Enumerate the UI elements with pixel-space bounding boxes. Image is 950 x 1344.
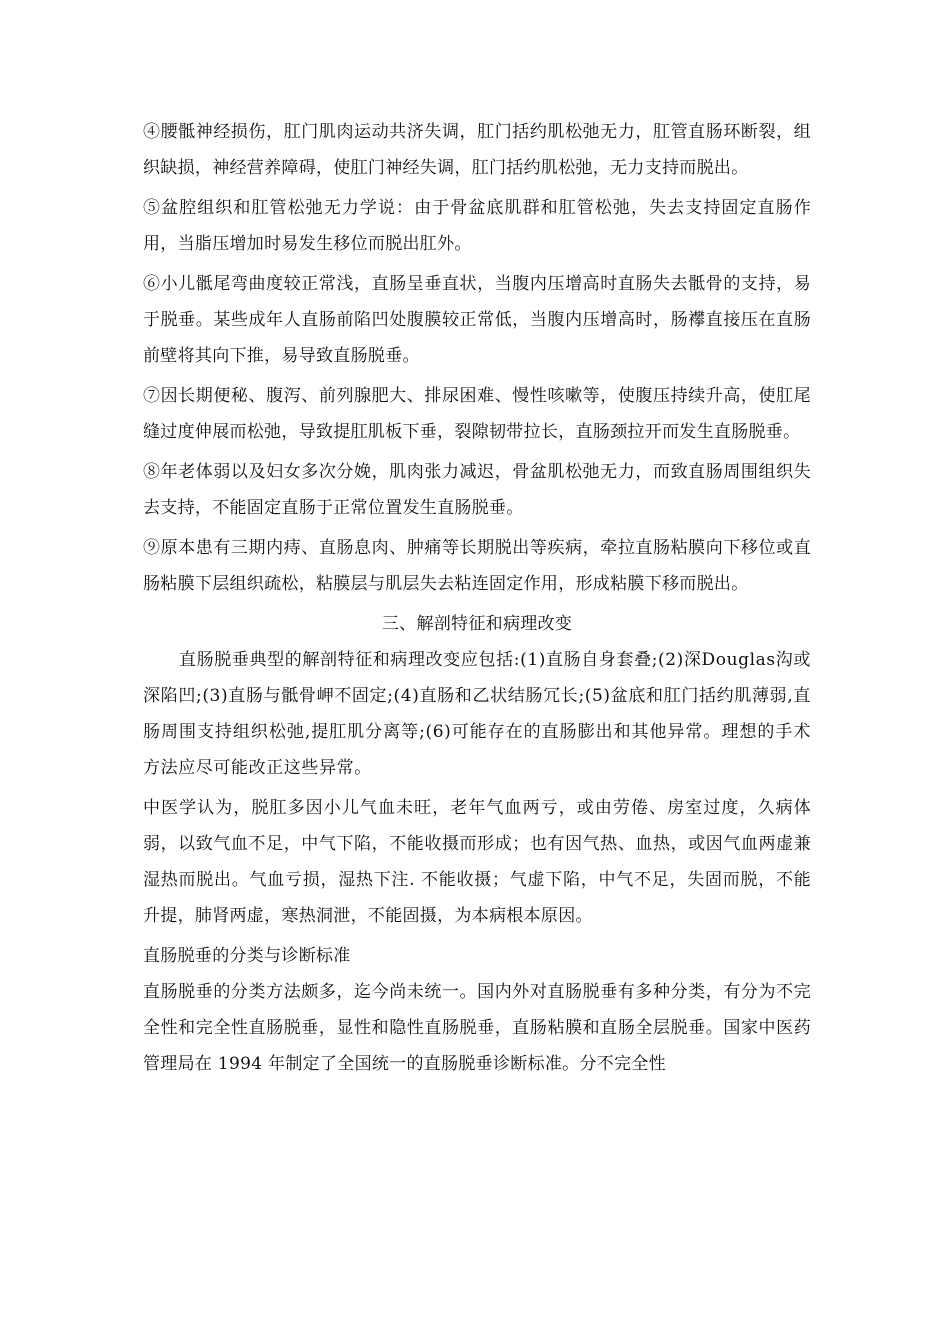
paragraph-cause-9: ⑨原本患有三期内痔、直肠息肉、肿痛等长期脱出等疾病，牵拉直肠粘膜向下移位或直肠粘膜下层组织疏松，粘膜层与肌层失去粘连固定作用，形成粘膜下移而脱出。 bbox=[143, 538, 811, 594]
paragraph-anatomy: 直肠脱垂典型的解剖特征和病理改变应包括:(1)直肠自身套叠;(2)深Douglas沟或深陷凹;(3)直肠与骶骨岬不固定;(4)直肠和乙状结肠冗长;(5)盆底和肛门括约肌薄弱,直肠周围支持组织松弛,提肛肌分离等;(6)可能存在的直肠膨出和其他异常。理想的手术方法应尽可能改正这些异常。 bbox=[143, 650, 811, 778]
paragraph-cause-6: ⑥小儿骶尾弯曲度较正常浅，直肠呈垂直状，当腹内压增高时直肠失去骶骨的支持，易于脱垂。某些成年人直肠前陷凹处腹膜较正常低，当腹内压增高时，肠襻直接压在直肠前壁将其向下推，易导致直肠脱垂。 bbox=[143, 274, 811, 366]
paragraph-tcm: 中医学认为，脱肛多因小儿气血未旺，老年气血两亏，或由劳倦、房室过度，久病体弱，以致气血不足，中气下陷，不能收摄而形成；也有因气热、血热，或因气血两虚兼湿热而脱出。气血亏损，湿热下注. 不能收摄；气虚下陷，中气不足，失固而脱，不能升提，肺肾两虚，寒热洞泄，不能固摄，为本病根本原因。 bbox=[143, 798, 811, 926]
paragraph-classification: 直肠脱垂的分类方法颇多，迄今尚未统一。国内外对直肠脱垂有多种分类，有分为不完全性和完全性直肠脱垂，显性和隐性直肠脱垂，直肠粘膜和直肠全层脱垂。国家中医药管理局在 1994 年制定了全国统一的直肠脱垂诊断标准。分不完全性 bbox=[143, 982, 811, 1074]
paragraph-cause-8: ⑧年老体弱以及妇女多次分娩，肌肉张力减迟，骨盆肌松弛无力，而致直肠周围组织失去支持，不能固定直肠于正常位置发生直肠脱垂。 bbox=[143, 462, 811, 518]
section-heading: 三、解剖特征和病理改变 bbox=[381, 614, 573, 634]
paragraph-cause-7: ⑦因长期便秘、腹泻、前列腺肥大、排尿困难、慢性咳嗽等，使腹压持续升高，使肛尾缝过度伸展而松弛，导致提肛肌板下垂，裂隙韧带拉长，直肠颈拉开而发生直肠脱垂。 bbox=[143, 386, 811, 442]
classification-title: 直肠脱垂的分类与诊断标准 bbox=[143, 946, 351, 966]
document-page bbox=[143, 114, 811, 1086]
paragraph-cause-4: ④腰骶神经损伤，肛门肌肉运动共济失调，肛门括约肌松弛无力，肛管直肠环断裂，组织缺损，神经营养障碍，使肛门神经失调，肛门括约肌松弛，无力支持而脱出。 bbox=[143, 122, 811, 178]
paragraph-cause-5: ⑤盆腔组织和肛管松弛无力学说：由于骨盆底肌群和肛管松弛，失去支持固定直肠作用，当脂压增加时易发生移位而脱出肛外。 bbox=[143, 198, 811, 254]
